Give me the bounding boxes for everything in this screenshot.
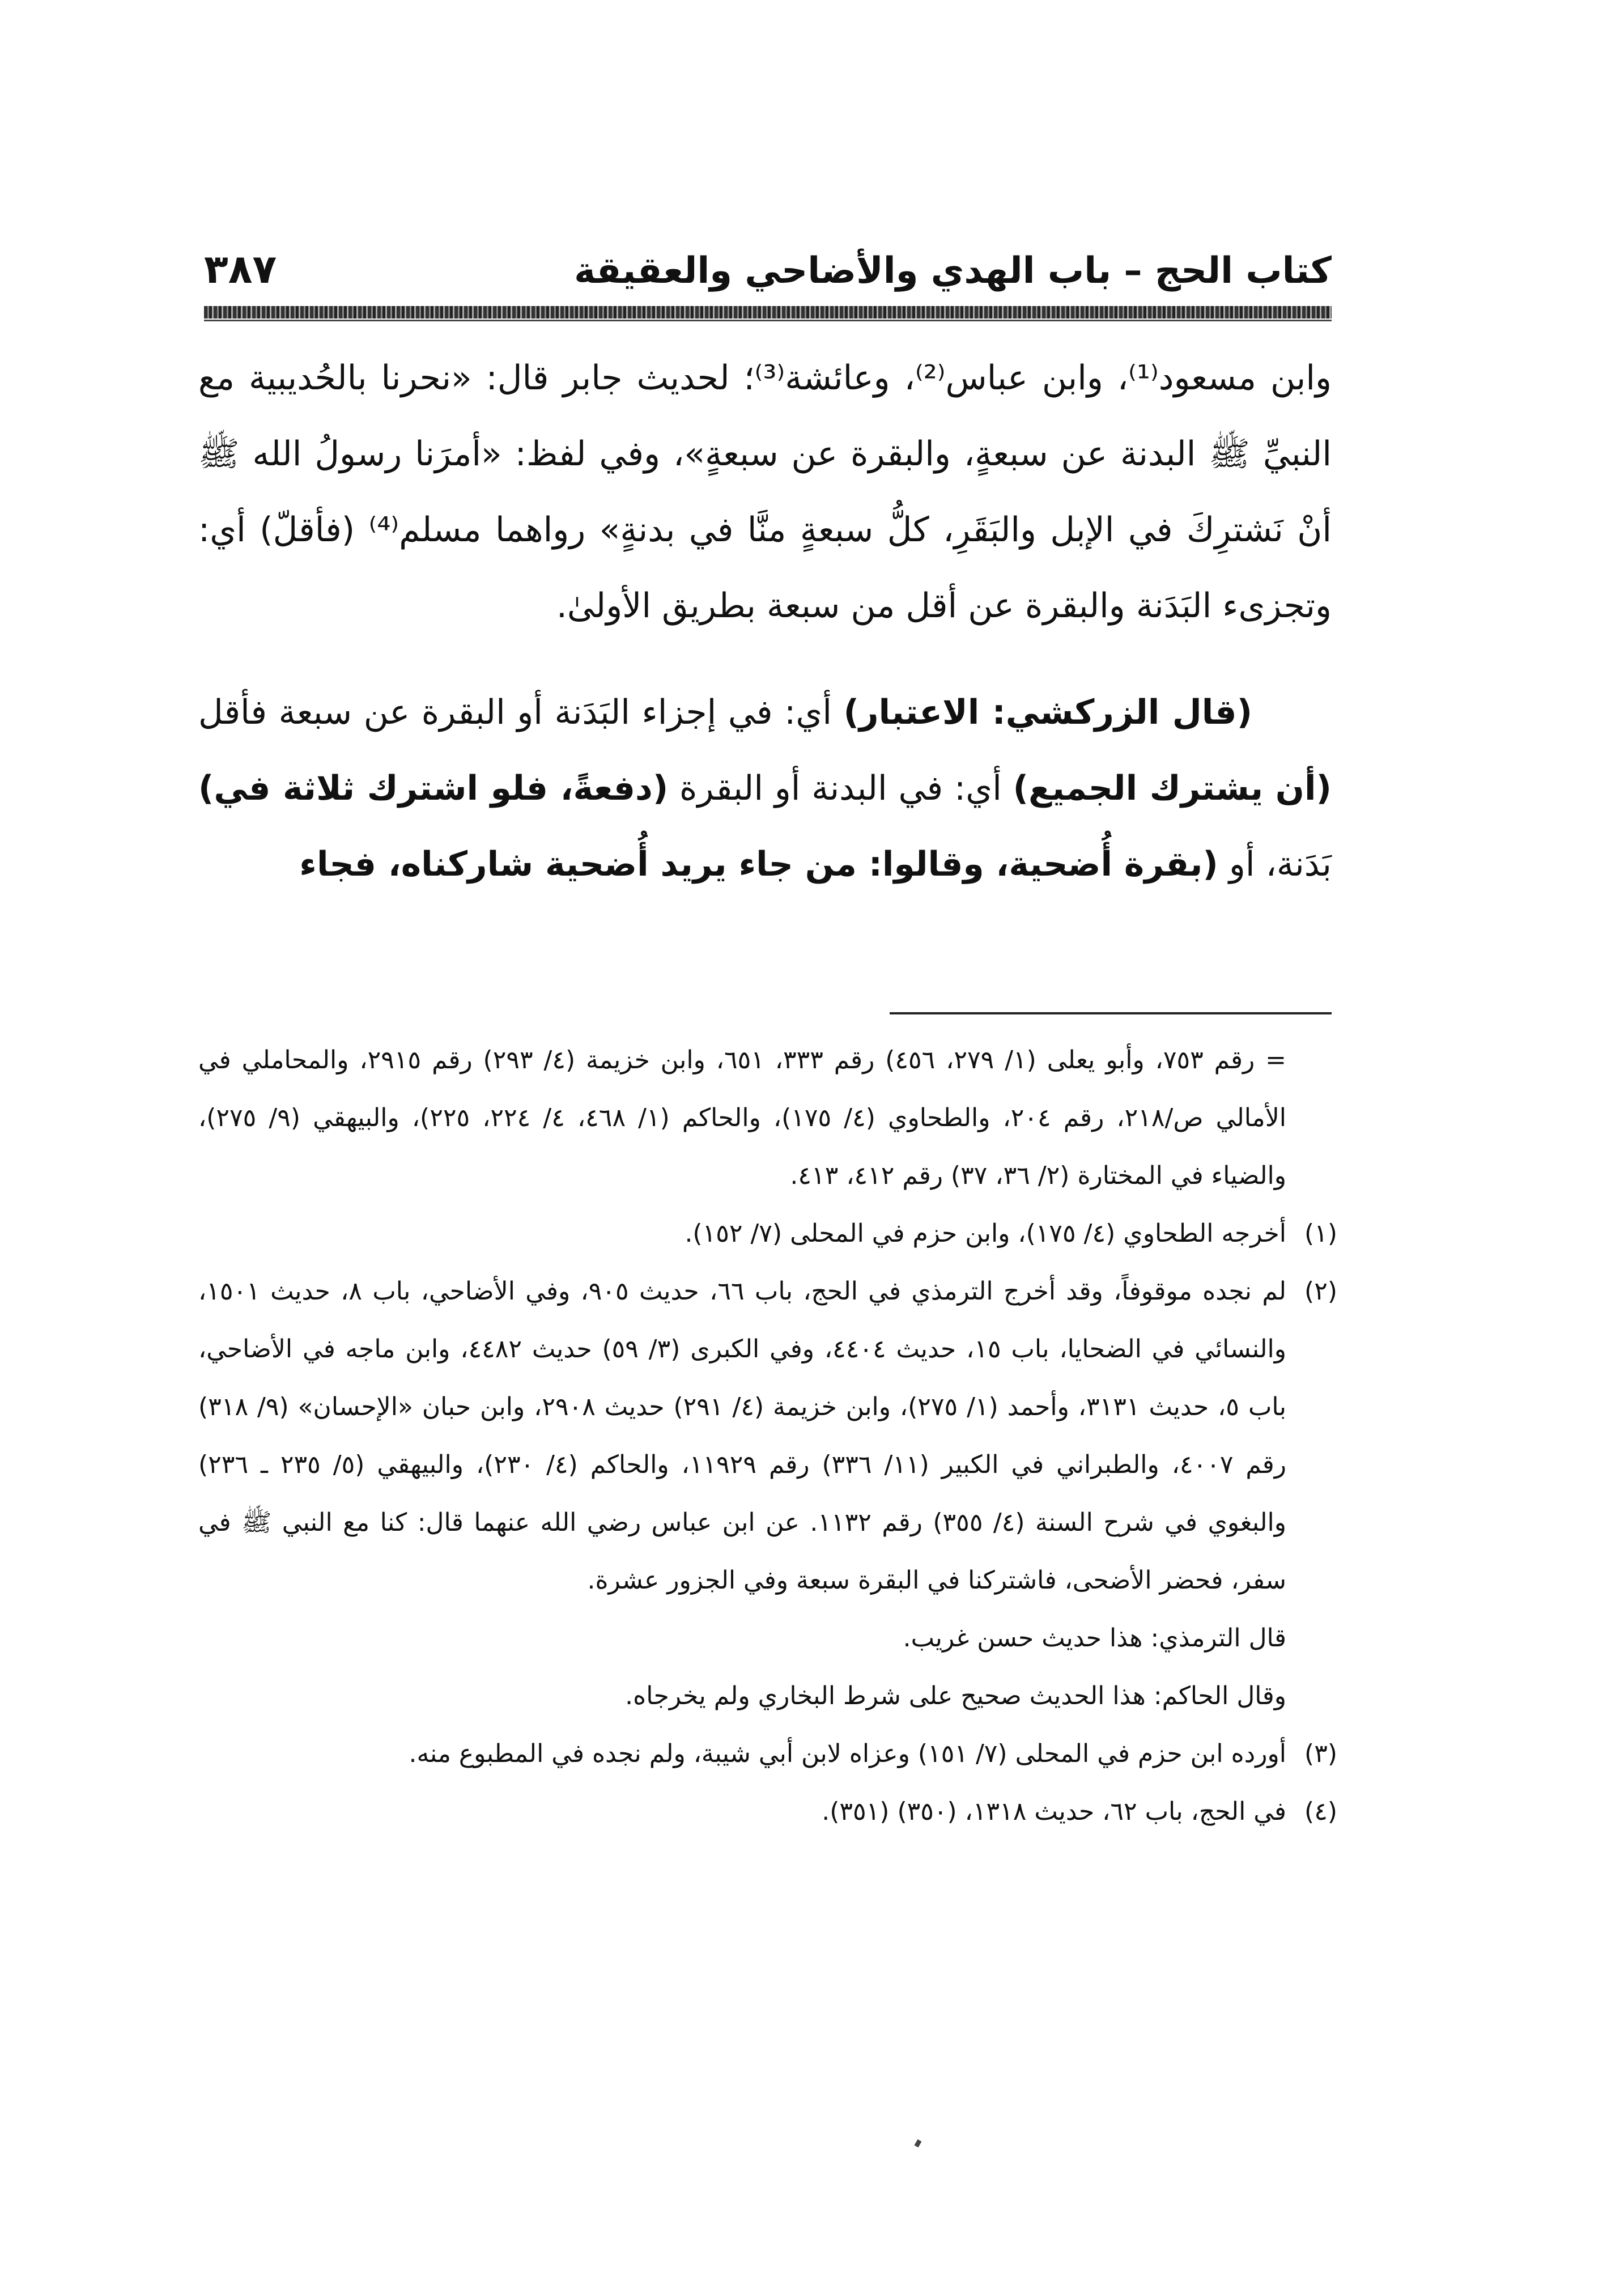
footnote-marker: (٣) (1304, 1739, 1337, 1768)
main-text (198, 340, 1332, 902)
page-header (204, 238, 1332, 292)
bold-phrase: (دفعةً، فلو اشترك ثلاثة في) (198, 768, 669, 808)
footnote-text: أخرجه الطحاوي (٤/ ١٧٥)، وابن حزم في المحلى (٧/ ١٥٢). (685, 1219, 1286, 1248)
footnote-continuation (198, 1031, 1337, 1205)
footnote-1 (198, 1205, 1337, 1263)
footnote-marker: (٢) (1304, 1277, 1337, 1306)
footnote-marker: (١) (1304, 1219, 1337, 1248)
footnote-text: أورده ابن حزم في المحلى (٧/ ١٥١) وعزاه لابن أبي شيبة، ولم نجده في المطبوع منه. (409, 1739, 1286, 1768)
footnote-marker: (٤) (1304, 1797, 1337, 1826)
footnote-text: = رقم ٧٥٣، وأبو يعلى (١/ ٢٧٩، ٤٥٦) رقم ٣٣٣، ٦٥١، وابن خزيمة (٤/ ٢٩٣) رقم ٢٩١٥، والمحاملي في الأمالي ص/٢١٨، رقم ٢٠٤، والطحاوي (٤/ ١٧٥)، والحاكم (١/ ٤٦٨، ٤/ ٢٢٤، ٢٢٥)، والبيهقي (٩/ ٢٧٥)، والضياء في المختارة (٢/ ٣٦، ٣٧) رقم ٤١٢، ٤١٣. (198, 1046, 1287, 1190)
main-paragraph (198, 674, 1332, 902)
footnotes (198, 1031, 1337, 1841)
footnote-4 (198, 1783, 1337, 1841)
footnote-quote: وقال الحاكم: هذا الحديث صحيح على شرط البخاري ولم يخرجاه. (625, 1681, 1286, 1710)
bold-phrase: (بقرة أُضحية، وقالوا: من جاء يريد أُضحية شاركناه، فجاء (299, 844, 1218, 884)
page-number: ٣٨٧ (204, 246, 277, 292)
main-paragraph: وابن مسعود⁽¹⁾، وابن عباس⁽²⁾، وعائشة⁽³⁾؛ لحديث جابر قال: «نحرنا بالحُديبية مع النبيِّ ﷺ البدنة عن سبعةٍ، والبقرة عن سبعةٍ»، وفي لفظ: «أمرَنا رسولُ الله ﷺ أنْ نَشترِكَ في الإبل والبَقَرِ، كلُّ سبعةٍ منَّا في بدنةٍ» رواهما مسلم⁽⁴⁾ (فأقلّ) أي: وتجزىء البَدَنة والبقرة عن أقل من سبعة بطريق الأولىٰ. (198, 358, 1332, 626)
header-rule (204, 306, 1332, 319)
print-speck (915, 2139, 922, 2147)
text-span: أي: في إجزاء البَدَنة أو البقرة عن سبعة فأقل (198, 693, 844, 732)
footnote-2 (198, 1263, 1337, 1610)
footnote-separator (890, 1012, 1332, 1014)
footnote-quote: قال الترمذي: هذا حديث حسن غريب. (903, 1624, 1286, 1653)
text-span: أي: في البدنة أو البقرة (668, 768, 1013, 808)
running-title: كتاب الحج – باب الهدي والأضاحي والعقيقة (574, 250, 1332, 292)
bold-phrase: (أن يشترك الجميع) (1013, 768, 1332, 808)
text-span: بَدَنة، أو (1218, 844, 1332, 884)
footnote-text: في الحج، باب ٦٢، حديث ١٣١٨، (٣٥٠) (٣٥١). (822, 1797, 1286, 1826)
footnote-3 (198, 1725, 1337, 1783)
bold-phrase: (قال الزركشي: الاعتبار) (843, 693, 1253, 732)
footnote-text: لم نجده موقوفاً، وقد أخرج الترمذي في الحج، باب ٦٦، حديث ٩٠٥، وفي الأضاحي، باب ٨، حديث ١٥٠١، والنسائي في الضحايا، باب ١٥، حديث ٤٤٠٤، وفي الكبرى (٣/ ٥٩) حديث ٤٤٨٢، وابن ماجه في الأضاحي، باب ٥، حديث ٣١٣١، وأحمد (١/ ٢٧٥)، وابن خزيمة (٤/ ٢٩١) حديث ٢٩٠٨، وابن حبان «الإحسان» (٩/ ٣١٨) رقم ٤٠٠٧، والطبراني في الكبير (١١/ ٣٣٦) رقم ١١٩٢٩، والحاكم (٤/ ٢٣٠)، والبيهقي (٥/ ٢٣٥ ـ ٢٣٦) والبغوي في شرح السنة (٤/ ٣٥٥) رقم ١١٣٢. عن ابن عباس رضي الله عنهما قال: كنا مع النبي ﷺ في سفر، فحضر الأضحى، فاشتركنا في البقرة سبعة وفي الجزور عشرة. (198, 1277, 1287, 1595)
